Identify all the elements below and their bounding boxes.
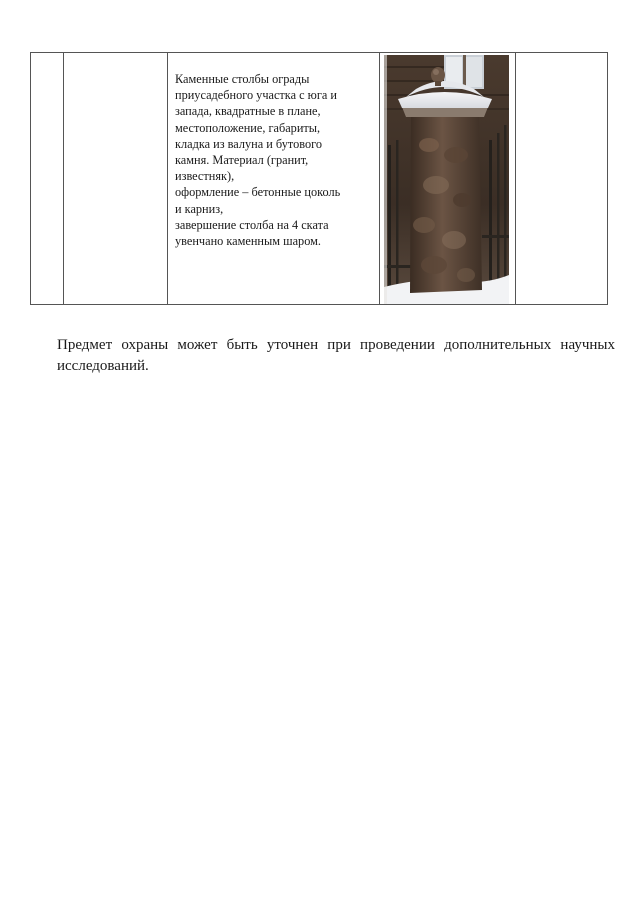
stone-pillar-photo (384, 55, 509, 304)
note-paragraph: Предмет охраны может быть уточнен при проведении дополнительных научных исследований. (57, 337, 615, 374)
description-line: запада, квадратные в плане, (175, 104, 321, 119)
description-line: оформление – бетонные цоколь (175, 185, 341, 200)
description-cell (168, 53, 380, 305)
table-row (31, 53, 608, 305)
remarks-cell (516, 53, 608, 305)
photo-cell (380, 53, 516, 305)
protection-subject-table (30, 52, 608, 305)
description-line: местоположение, габариты, (175, 120, 321, 135)
description-line: Каменные столбы ограды (175, 72, 310, 86)
description-line: завершение столба на 4 ската (175, 217, 329, 232)
description-line: приусадебного участка с юга и (175, 88, 338, 103)
description-line: увенчано каменным шаром. (175, 234, 321, 249)
row-number-cell (31, 53, 64, 305)
description-line: и карниз, (175, 201, 224, 216)
description-line: кладка из валуна и бутового (175, 136, 322, 151)
object-name-cell (64, 53, 168, 305)
description-line: камня. Материал (гранит, (175, 153, 309, 168)
description-line: известняк), (175, 169, 235, 184)
